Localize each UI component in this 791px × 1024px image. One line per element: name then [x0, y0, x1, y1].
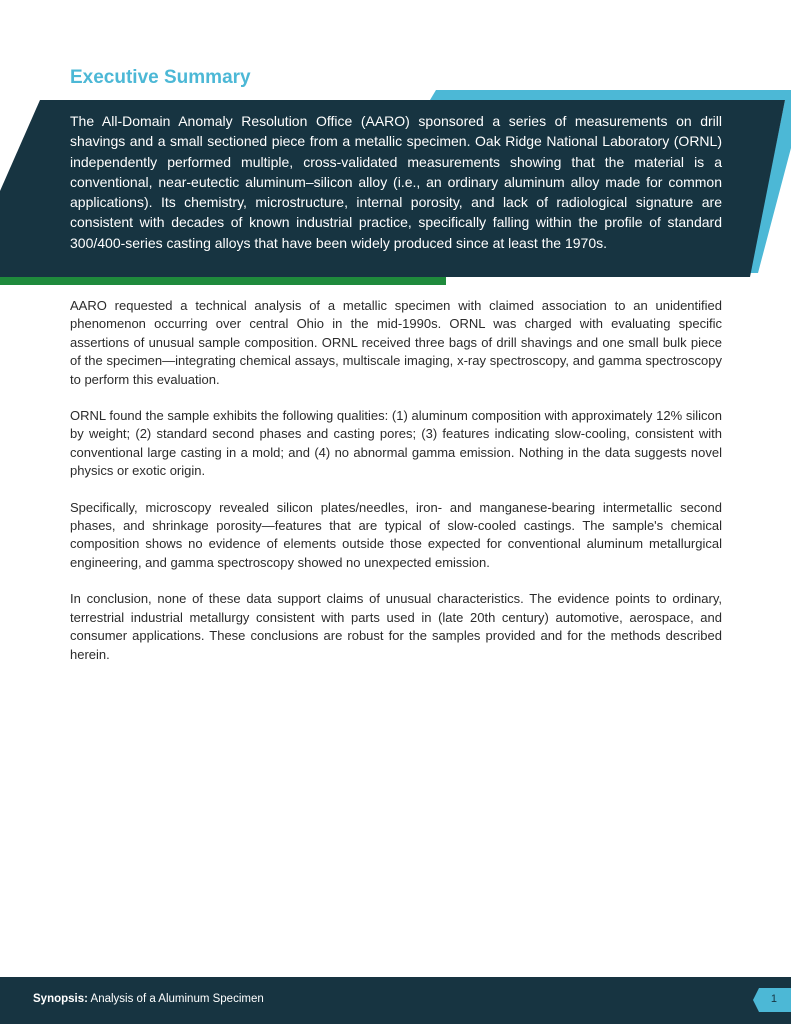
body-paragraph: In conclusion, none of these data support claims of unusual characteristics. The evidence points to ordinary, terrestrial industrial metallurgy consistent with parts used in (late 20th century) automotive, aerospace, and consumer applications. These conclusions are robust for the samples provided and for the methods described herein. — [70, 591, 722, 662]
page-number: 1 — [770, 993, 777, 1005]
body-text — [70, 297, 722, 682]
executive-summary-text: The All-Domain Anomaly Resolution Office (AARO) sponsored a series of measurements on drill shavings and a small sectioned piece from a metallic specimen. Oak Ridge National Laboratory (ORNL) independently performed multiple, cross-validated measurements showing that the material is a conventional, near-eutectic aluminum–silicon alloy (i.e., an ordinary aluminum alloy made for common applications). Its chemistry, microstructure, internal porosity, and lack of radiological signature are consistent with decades of known industrial practice, specifically falling within the profile of standard 300/400-series casting alloys that have been widely produced since at least the 1970s. — [70, 113, 722, 251]
footer-title — [33, 993, 264, 1005]
footer-document-title: Analysis of a Aluminum Specimen — [90, 993, 264, 1005]
footer-label: Synopsis: — [33, 993, 88, 1005]
body-paragraph: AARO requested a technical analysis of a metallic specimen with claimed association to an unidentified phenomenon occurring over central Ohio in the mid-1990s. ORNL was charged with evaluating specific assertions of unusual sample composition. ORNL received three bags of drill shavings and one small bulk piece of the specimen—integrating chemical assays, multiscale imaging, x-ray spectroscopy, and gamma spectroscopy to perform this evaluation. — [70, 298, 722, 387]
body-paragraph: ORNL found the sample exhibits the following qualities: (1) aluminum composition with approximately 12% silicon by weight; (2) standard second phases and casting pores; (3) features indicating slow-cooling, consistent with conventional large casting in a mold; and (4) no abnormal gamma emission. Nothing in the data suggests novel physics or exotic origin. — [70, 408, 722, 479]
page-footer — [0, 977, 791, 1024]
section-heading: Executive Summary — [70, 67, 251, 88]
body-paragraph: Specifically, microscopy revealed silicon plates/needles, iron- and manganese-bearing intermetallic second phases, and shrinkage porosity—features that are typical of slow-cooled castings. The sample's chemical composition shows no evidence of elements outside those expected for conventional aluminum metallurgical engineering, and gamma spectroscopy showed no unexpected emission. — [70, 499, 722, 570]
